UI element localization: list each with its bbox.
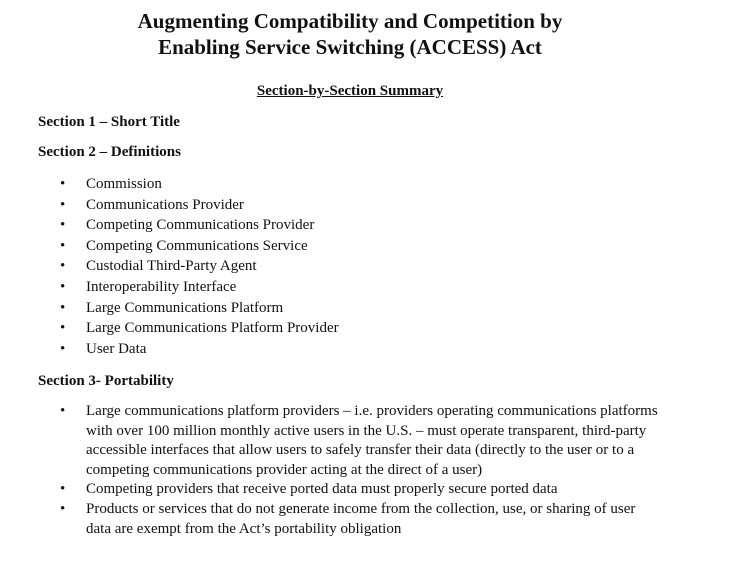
definition-text: Competing Communications Provider	[86, 217, 315, 234]
bullet-icon	[60, 298, 65, 319]
definition-text: Large Communications Platform Provider	[86, 320, 339, 337]
portability-text: Products or services that do not generate income from the collection, use, or sharing of user data are exempt from the Act’s portability obligation	[86, 500, 636, 537]
definition-item	[0, 298, 700, 319]
bullet-icon	[60, 339, 65, 360]
document-title-line-1: Augmenting Compatibility and Competition by	[137, 9, 563, 33]
definition-text: Custodial Third-Party Agent	[86, 258, 257, 275]
bullet-icon	[60, 174, 65, 195]
bullet-icon	[60, 318, 65, 339]
summary-heading: Section-by-Section Summary	[256, 83, 444, 99]
definition-item	[0, 277, 700, 298]
bullet-icon	[60, 480, 65, 500]
definition-text: Large Communications Platform	[86, 299, 284, 316]
definition-item	[0, 256, 700, 277]
portability-item	[0, 402, 700, 480]
definition-item	[0, 215, 700, 236]
portability-text: Competing providers that receive ported data must properly secure ported data	[86, 481, 558, 498]
definition-text: User Data	[86, 340, 147, 357]
definition-item	[0, 236, 700, 257]
bullet-icon	[60, 256, 65, 277]
bullet-icon	[60, 195, 65, 216]
definition-text: Interoperability Interface	[86, 278, 237, 295]
bullet-icon	[60, 215, 65, 236]
bullet-icon	[60, 236, 65, 257]
document-title	[0, 8, 700, 60]
document-title-line-2: Enabling Service Switching (ACCESS) Act	[158, 35, 542, 59]
definition-item	[0, 174, 700, 195]
section-3-heading: Section 3- Portability	[38, 373, 174, 389]
portability-item	[0, 480, 700, 500]
definition-item	[0, 339, 700, 360]
portability-item	[0, 500, 700, 539]
bullet-icon	[60, 500, 65, 520]
bullet-icon	[60, 277, 65, 298]
portability-list	[0, 402, 700, 539]
definition-text: Commission	[86, 176, 162, 192]
section-2-heading: Section 2 – Definitions	[38, 144, 181, 160]
section-1-heading: Section 1 – Short Title	[38, 114, 180, 130]
definitions-list	[0, 174, 700, 359]
definition-text: Communications Provider	[86, 196, 244, 213]
portability-text: Large communications platform providers – i.e. providers operating communications platforms with over 100 million monthly active users in the U.S. – must operate transparent, third-party accessible interfaces that allow users to safely transfer their data (directly to the user or to a competing communications provider acting at the direct of a user)	[86, 403, 658, 478]
definition-text: Competing Communications Service	[86, 237, 308, 254]
definition-item	[0, 195, 700, 216]
bullet-icon	[60, 402, 65, 422]
definition-item	[0, 318, 700, 339]
